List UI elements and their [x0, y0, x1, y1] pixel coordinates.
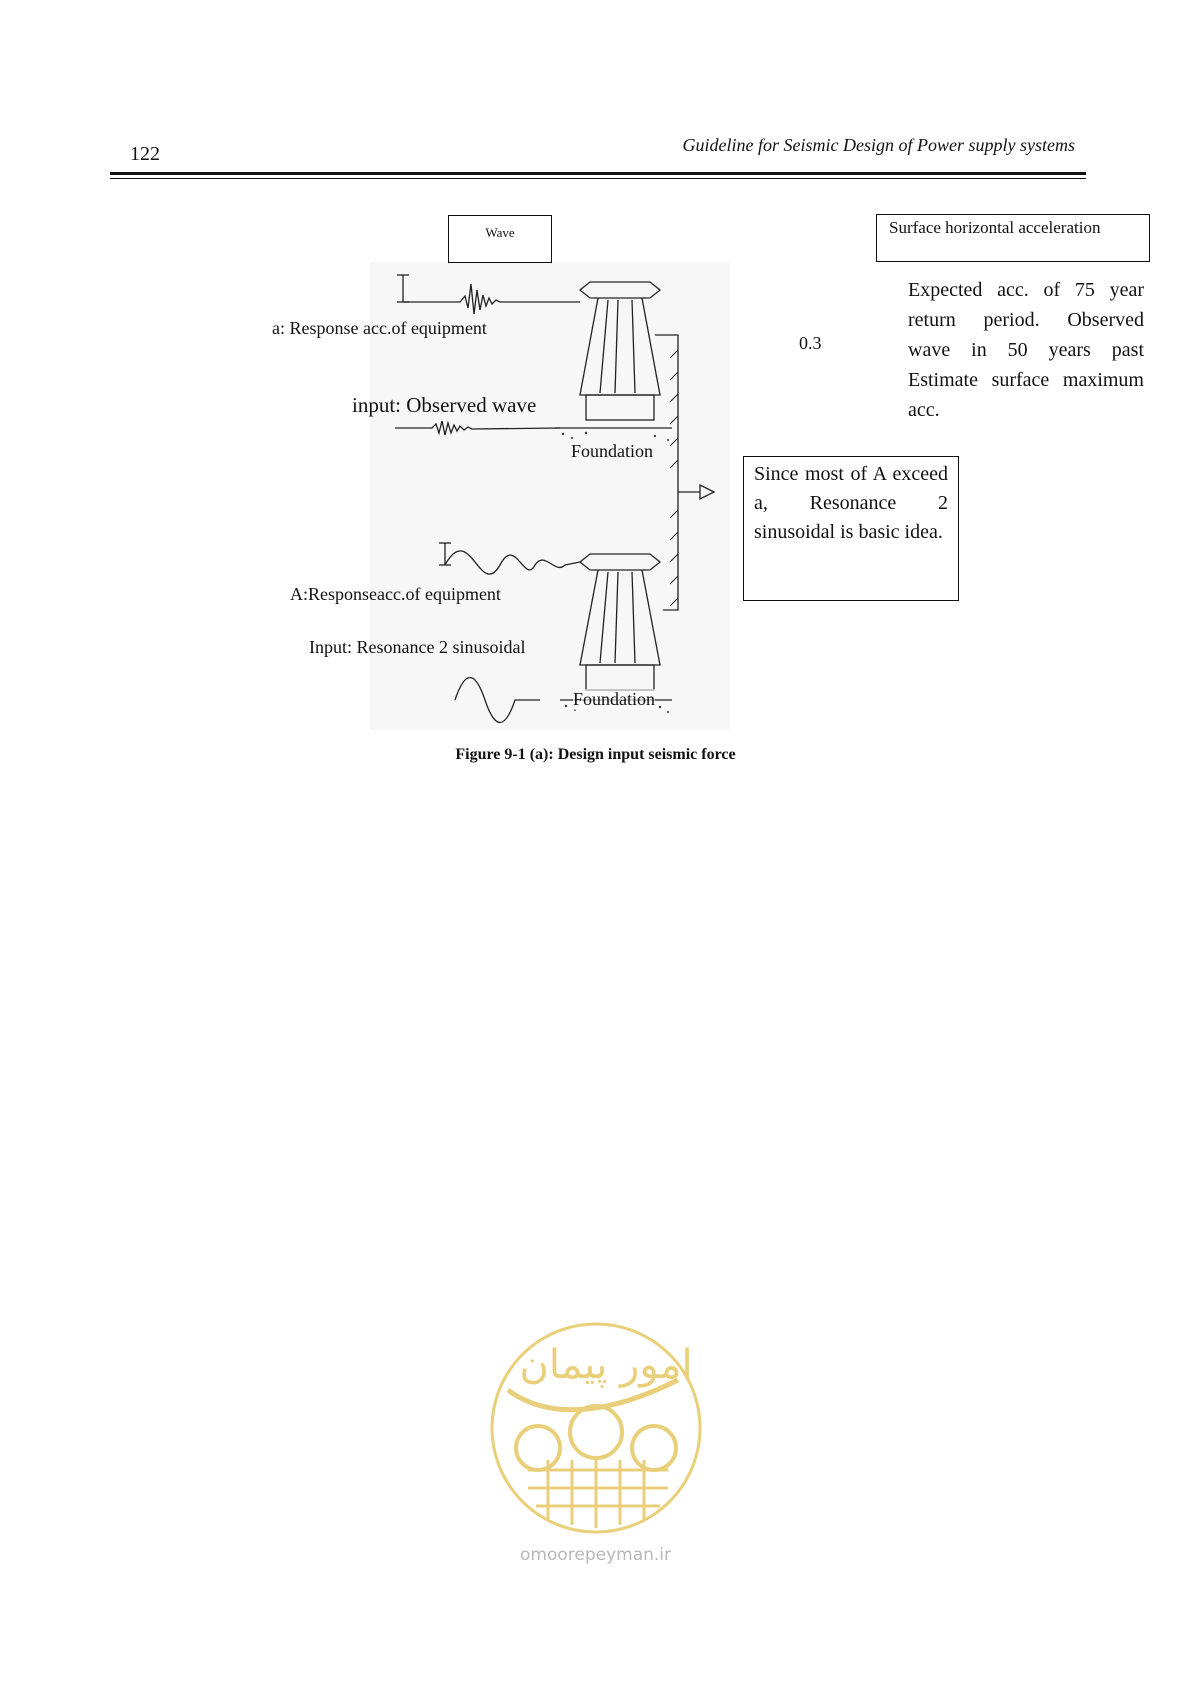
header-rule-thick — [110, 172, 1086, 175]
watermark-url: omoorepeyman.ir — [519, 1545, 672, 1565]
label-response-A: A:Responseacc.of equipment — [290, 584, 501, 604]
value-label: 0.3 — [799, 333, 822, 353]
header-rule-thin — [110, 178, 1086, 179]
label-foundation-top: Foundation — [571, 441, 654, 461]
label-input-observed: input: Observed wave — [352, 393, 537, 417]
logo-script-text: امور پیمان — [519, 1342, 693, 1388]
expected-acc-text: Expected acc. of 75 year return period. Observed wave in 50 years past Estimate surface maximum acc. — [908, 279, 1144, 421]
figure-caption: Figure 9-1 (a): Design input seismic force — [455, 746, 736, 763]
since-box: Since most of A exceed a, Resonance 2 sinusoidal is basic idea. — [743, 456, 959, 601]
wave-box: Wave — [448, 215, 552, 263]
running-title: Guideline for Seismic Design of Power supply systems — [682, 135, 1075, 155]
label-foundation-bottom: Foundation — [573, 689, 656, 709]
watermark-logo — [488, 1320, 704, 1536]
page-number: 122 — [130, 143, 160, 165]
surface-acceleration-box: Surface horizontal acceleration — [876, 214, 1150, 262]
label-input-resonance: Input: Resonance 2 sinusoidal — [309, 637, 526, 657]
label-response-a: a: Response acc.of equipment — [272, 318, 487, 338]
